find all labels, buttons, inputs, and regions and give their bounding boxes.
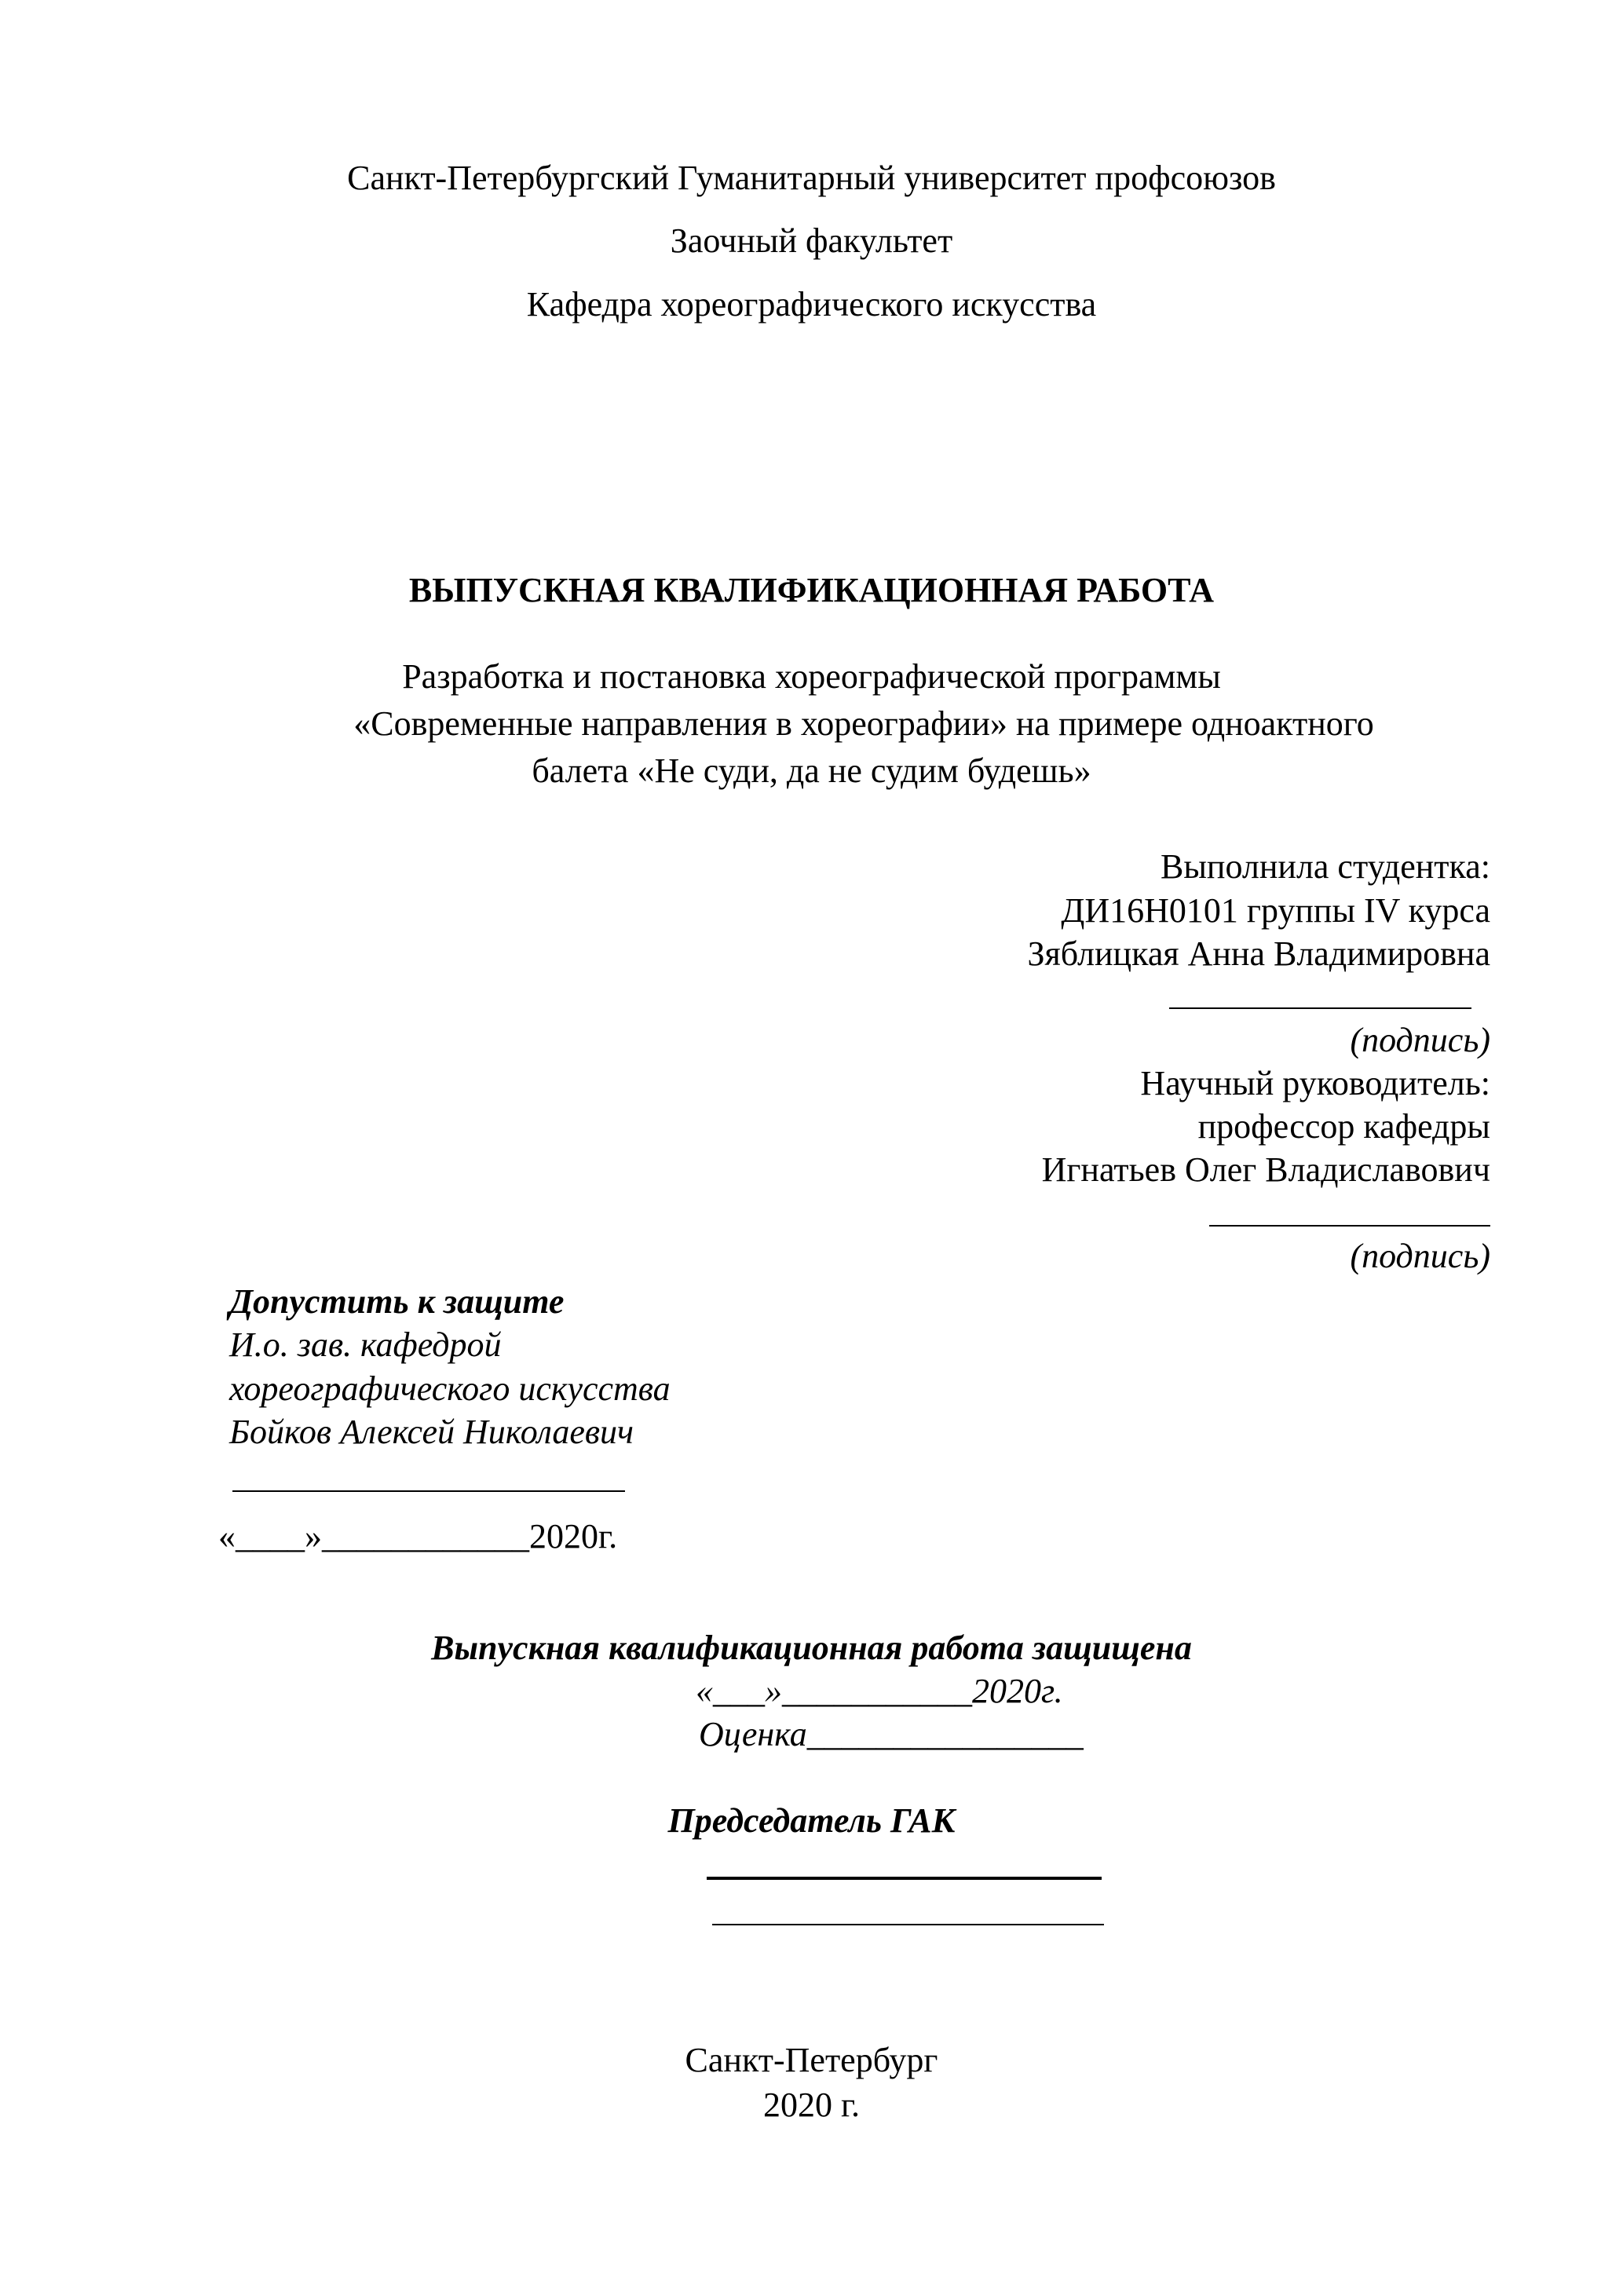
admission-role-line-2: хореографического искусства <box>229 1369 671 1408</box>
admission-heading: Допустить к защите <box>229 1282 565 1321</box>
admission-role-line-1: И.о. зав. кафедрой <box>229 1325 502 1364</box>
defense-date-line: «___»___________2020г. <box>696 1672 1063 1710</box>
student-signature-line <box>1169 1007 1471 1009</box>
supervisor-name: Игнатьев Олег Владиславович <box>1041 1150 1490 1189</box>
defense-grade-line: Оценка________________ <box>699 1715 1084 1753</box>
student-name: Зяблицкая Анна Владимировна <box>1027 934 1490 973</box>
topic-line-2: «Современные направления в хореографии» на примере одноактного <box>353 704 1374 743</box>
supervisor-signature-line <box>1209 1225 1490 1227</box>
supervisor-position: профессор кафедры <box>1197 1107 1490 1146</box>
admission-date-line: «____»____________2020г. <box>218 1517 618 1556</box>
faculty-name: Заочный факультет <box>670 221 953 260</box>
work-type-title: ВЫПУСКНАЯ КВАЛИФИКАЦИОННАЯ РАБОТА <box>408 571 1215 609</box>
footer-city: Санкт-Петербург <box>685 2041 938 2079</box>
supervisor-label: Научный руководитель: <box>1140 1064 1490 1102</box>
topic-line-3: балета «Не суди, да не судим будешь» <box>532 751 1091 790</box>
commission-signature-line-2 <box>712 1924 1104 1925</box>
defense-heading: Выпускная квалификационная работа защищена <box>431 1629 1192 1667</box>
student-label: Выполнила студентка: <box>1161 847 1490 886</box>
footer-year: 2020 г. <box>762 2086 861 2124</box>
university-name: Санкт-Петербургский Гуманитарный университет профсоюзов <box>347 159 1276 197</box>
commission-chair-label: Председатель ГАК <box>667 1801 956 1840</box>
department-name: Кафедра хореографического искусства <box>526 285 1097 324</box>
student-group: ДИ16Н0101 группы IV курса <box>1061 891 1490 930</box>
admission-head-name: Бойков Алексей Николаевич <box>229 1413 634 1451</box>
admission-signature-line <box>232 1490 625 1492</box>
topic-line-1: Разработка и постановка хореографической программы <box>402 657 1221 696</box>
student-signature-label: (подпись) <box>1350 1021 1490 1059</box>
commission-signature-line-1 <box>707 1877 1102 1880</box>
supervisor-signature-label: (подпись) <box>1350 1237 1490 1275</box>
